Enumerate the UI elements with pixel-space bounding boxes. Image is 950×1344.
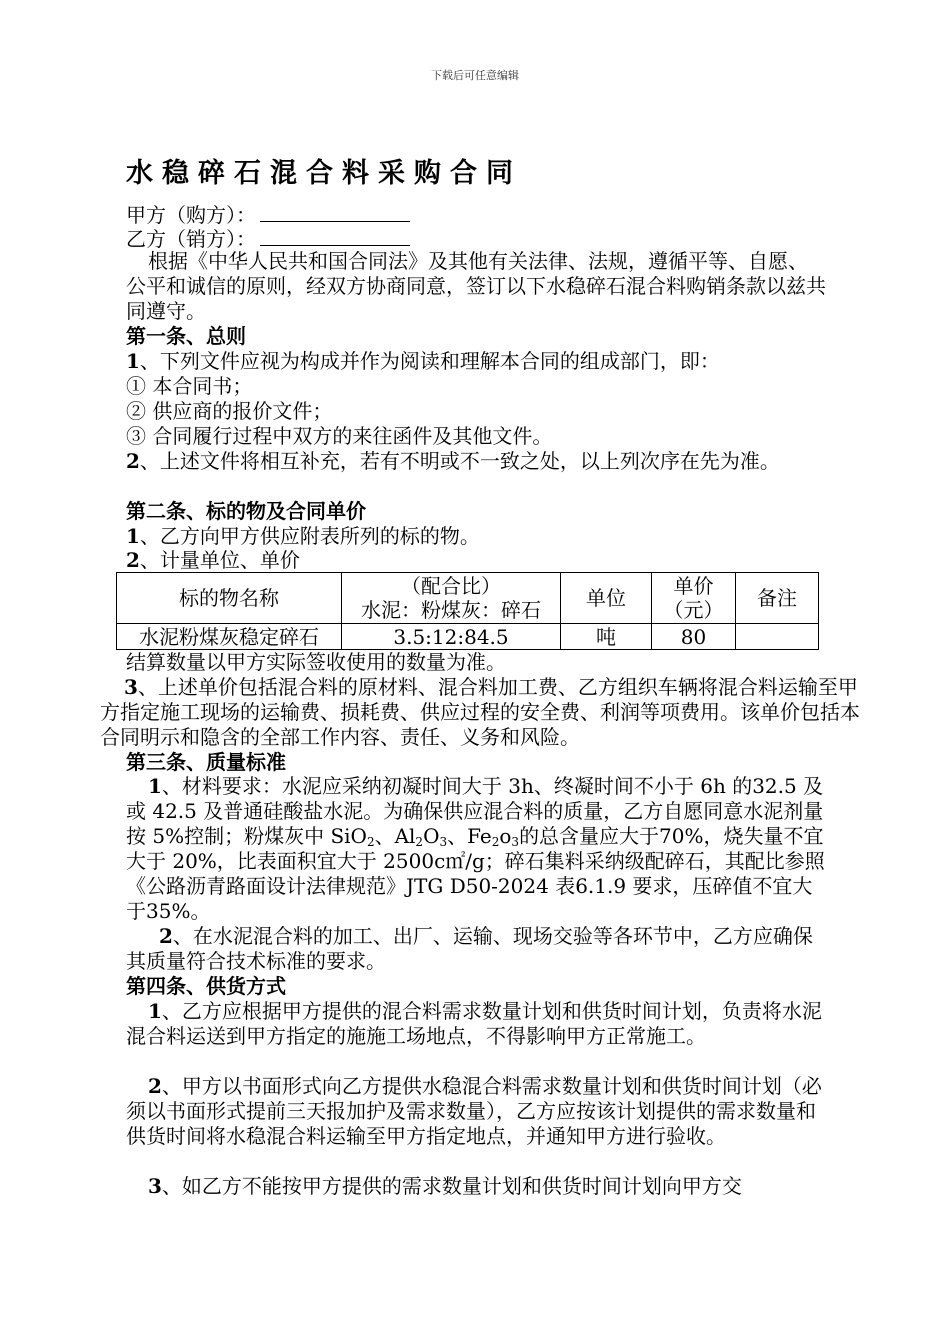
article1-item1 [126, 349, 720, 374]
item-text: 、Al [374, 824, 416, 848]
item-text: 、材料要求：水泥应采纳初凝时间大于 3h、终凝时间不小于 6h 的32.5 及或 42.5 及普通硅酸盐水泥。为确保供应混合料的质量，乙方自愿同意水泥剂量按 5%控制；粉煤灰中 SiO [126, 774, 824, 848]
contract-title: 水稳碎石混合料采购合同 [126, 158, 522, 189]
article3-item2 [126, 924, 826, 974]
item-number: 1 [148, 999, 162, 1023]
item-number: 2 [126, 449, 140, 473]
table-header-row [117, 573, 819, 624]
header-cell-note: 备注 [736, 573, 819, 624]
subscript: 2 [366, 835, 375, 849]
article4-item2 [126, 1074, 826, 1149]
price-header-line1: 单价 [673, 574, 714, 598]
header-cell-unit: 单位 [561, 573, 652, 624]
party-a-blank [260, 203, 410, 222]
cell-name: 水泥粉煤灰稳定碎石 [117, 624, 342, 650]
article2-heading: 第二条、标的物及合同单价 [126, 499, 366, 523]
article1-sub1: ① 本合同书； [126, 374, 253, 398]
article1-item2 [126, 449, 826, 474]
article3-heading: 第三条、质量标准 [126, 750, 286, 774]
subscript: 3 [439, 835, 448, 849]
article4-heading: 第四条、供货方式 [126, 974, 286, 998]
subscript: 3 [511, 835, 520, 849]
header-cell-ratio [342, 573, 561, 624]
article2-item2 [126, 548, 300, 573]
subscript: 2 [491, 835, 500, 849]
article1-sub2: ② 供应商的报价文件； [126, 399, 333, 423]
item-text: 、在水泥混合料的加工、出厂、运输、现场交验等各环节中，乙方应确保其质量符合技术标准的要求。 [126, 924, 813, 973]
header-cell-price [652, 573, 736, 624]
item-text: 、乙方向甲方供应附表所列的标的物。 [139, 524, 480, 548]
item-text: 、甲方以书面形式向乙方提供水稳混合料需求数量计划和供货时间计划（必须以书面形式提前三天报加护及需求数量），乙方应按该计划提供的需求数量和供货时间将水稳混合料运输至甲方指定地点，并通知甲方进行验收。 [126, 1074, 822, 1148]
cell-unit: 吨 [561, 624, 652, 650]
item-text: 、计量单位、单价 [139, 548, 300, 572]
item-number: 3 [148, 1174, 162, 1198]
item-number: 3 [124, 675, 138, 699]
item-number: 1 [126, 524, 140, 548]
item-number: 2 [159, 924, 173, 948]
item-number: 1 [126, 349, 140, 373]
item-number: 2 [148, 1074, 162, 1098]
item-number: 2 [126, 548, 140, 572]
party-a-line [126, 202, 410, 228]
item-text: 、上述单价包括混合料的原材料、混合料加工费、乙方组织车辆将混合料运输至甲方指定施工现场的运输费、损耗费、供应过程的安全费、利润等项费用。该单价包括本合同明示和隐含的全部工作内容、责任、义务和风险。 [100, 675, 860, 749]
article1-heading: 第一条、总则 [126, 324, 246, 348]
article2-item1 [126, 524, 480, 549]
item-text: 、乙方应根据甲方提供的混合料需求数量计划和供货时间计划，负责将水泥混合料运送到甲方指定的施施工场地点，不得影响甲方正常施工。 [126, 999, 822, 1048]
item-text: 、如乙方不能按甲方提供的需求数量计划和供货时间计划向甲方交 [161, 1174, 742, 1198]
article2-item3 [100, 675, 866, 750]
cell-price: 80 [652, 624, 736, 650]
price-table [116, 572, 819, 650]
ratio-header-line1: （配合比） [401, 574, 501, 598]
settlement-note: 结算数量以甲方实际签收使用的数量为准。 [126, 650, 506, 674]
party-b-label: 乙方（销方）： [126, 227, 256, 251]
subscript: 2 [415, 835, 424, 849]
item-text: 、上述文件将相互补充，若有不明或不一致之处，以上列次序在先为准。 [139, 449, 780, 473]
article1-sub3: ③ 合同履行过程中双方的来往函件及其他文件。 [126, 424, 553, 448]
item-text: o [499, 824, 512, 848]
article3-item1 [126, 774, 826, 924]
cell-note [736, 624, 819, 650]
page-header-note: 下载后可任意编辑 [431, 69, 519, 82]
article4-item3 [126, 1174, 826, 1199]
item-number: 1 [148, 774, 162, 798]
party-a-label: 甲方（购方）： [126, 203, 256, 227]
article4-item1 [126, 999, 826, 1049]
table-row [117, 624, 819, 650]
party-b-blank [260, 227, 410, 246]
item-text: O [423, 824, 440, 848]
item-text: 、下列文件应视为构成并作为阅读和理解本合同的组成部门，即： [139, 349, 720, 373]
item-text: 的总含量应大于70%，烧失量不宜大于 20%，比表面积宜大于 2500c㎡/g；碎石集料采纳级配碎石，其配比参照《公路沥青路面设计法律规范》JTG D50-2024 表6.1.9 要求，压碎值不宜大于35%。 [126, 824, 825, 923]
price-header-line2: （元） [663, 598, 724, 622]
ratio-header-line2: 水泥：粉煤灰：碎石 [361, 598, 541, 622]
intro-paragraph: 根据《中华人民共和国合同法》及其他有关法律、法规，遵循平等、自愿、公平和诚信的原则，经双方协商同意，签订以下水稳碎石混合料购销条款以兹共同遵守。 [126, 249, 826, 323]
item-text: 、Fe [447, 824, 492, 848]
cell-ratio: 3.5:12:84.5 [342, 624, 561, 650]
header-cell-name: 标的物名称 [117, 573, 342, 624]
